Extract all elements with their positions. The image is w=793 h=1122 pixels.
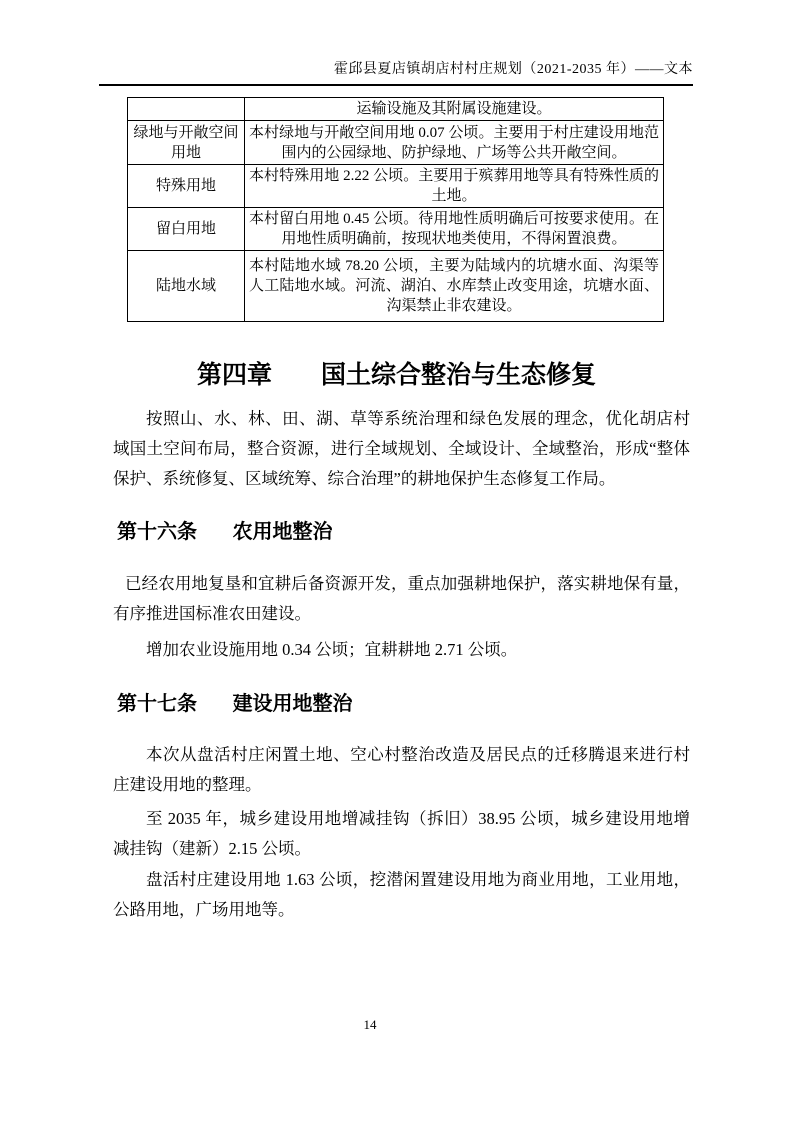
section-17-title: 建设用地整治 [232, 693, 353, 715]
section-16-heading [117, 520, 333, 544]
row-label-cell: 留白用地 [128, 208, 245, 251]
chapter-number: 第四章 [197, 361, 273, 389]
row-content-cell: 运输设施及其附属设施建设。 [245, 98, 664, 121]
page-number: 14 [363, 1017, 377, 1032]
section-17-paragraph: 本次从盘活村庄闲置土地、空心村整治改造及居民点的迁移腾退来进行村庄建设用地的整理。 [113, 745, 690, 794]
table-row [128, 165, 664, 208]
table-row [128, 208, 664, 251]
row-label-cell: 绿地与开敞空间用地 [128, 121, 245, 165]
section-17-heading [117, 692, 353, 716]
chapter-title: 国土综合整治与生态修复 [320, 361, 596, 389]
landuse-table [127, 97, 664, 322]
section-16-number: 第十六条 [117, 521, 197, 543]
section-16-paragraph: 已经农用地复垦和宜耕后备资源开发，重点加强耕地保护，落实耕地保有量，有序推进国标准农田建设。 [113, 574, 690, 623]
row-content-cell: 本村特殊用地 2.22 公顷。主要用于殡葬用地等具有特殊性质的土地。 [245, 165, 664, 208]
section-17-paragraph: 盘活村庄建设用地 1.63 公顷，挖潜闲置建设用地为商业用地，工业用地，公路用地，广场用地等。 [113, 870, 690, 919]
header-rule [99, 84, 693, 86]
row-content-cell: 本村留白用地 0.45 公顷。待用地性质明确后可按要求使用。在用地性质明确前，按现状地类使用，不得闲置浪费。 [245, 208, 664, 251]
row-content-cell: 本村陆地水域 78.20 公顷，主要为陆域内的坑塘水面、沟渠等人工陆地水域。河流、湖泊、水库禁止改变用途，坑塘水面、沟渠禁止非农建设。 [245, 251, 664, 322]
row-label-cell: 陆地水域 [128, 251, 245, 322]
row-label-cell: 特殊用地 [128, 165, 245, 208]
section-16-paragraph: 增加农业设施用地 0.34 公顷；宜耕耕地 2.71 公顷。 [146, 640, 518, 659]
header-title: 霍邱县夏店镇胡店村村庄规划（2021-2035 年）——文本 [333, 62, 693, 77]
table-row [128, 98, 664, 121]
section-17-paragraph: 至 2035 年，城乡建设用地增减挂钩（拆旧）38.95 公顷，城乡建设用地增减挂钩（建新）2.15 公顷。 [113, 809, 690, 858]
table-row [128, 121, 664, 165]
row-label-cell [128, 98, 245, 121]
section-17-number: 第十七条 [117, 693, 197, 715]
row-content-cell: 本村绿地与开敞空间用地 0.07 公顷。主要用于村庄建设用地范围内的公园绿地、防护绿地、广场等公共开敞空间。 [245, 121, 664, 165]
chapter-heading [0, 360, 793, 390]
chapter-intro-paragraph: 按照山、水、林、田、湖、草等系统治理和绿色发展的理念，优化胡店村域国土空间布局，整合资源，进行全域规划、全域设计、全域整治，形成“整体保护、系统修复、区域统筹、综合治理”的耕地保护生态修复工作局。 [113, 409, 690, 488]
section-16-title: 农用地整治 [232, 521, 333, 543]
table-row [128, 251, 664, 322]
